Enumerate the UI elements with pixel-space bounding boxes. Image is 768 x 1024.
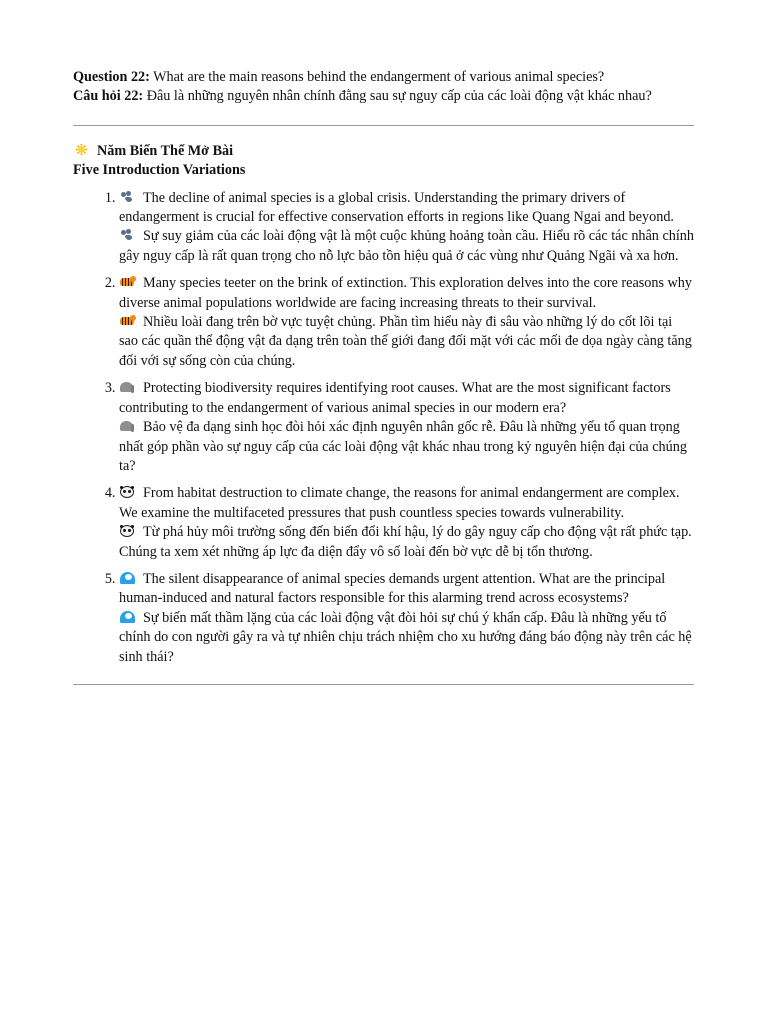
- question-english-text: What are the main reasons behind the endangerment of various animal species?: [149, 69, 605, 85]
- list-item: [119, 274, 694, 371]
- variation-1-english: [119, 189, 694, 228]
- panda-icon: [119, 524, 136, 538]
- variation-1-vietnamese-text: Sự suy giảm của các loài động vật là một cuộc khủng hoảng toàn cầu. Hiểu rõ các tác nhân chính gây nguy cấp là rất quan trọng cho nỗ lực bảo tồn hiệu quả ở các vùng như Quảng Ngãi và xa hơn.: [119, 228, 694, 264]
- question-english: [73, 68, 694, 87]
- paw-icon: [119, 190, 136, 204]
- tiger-icon: [119, 314, 136, 328]
- variation-5-english-text: The silent disappearance of animal species demands urgent attention. What are the principal human-induced and natural factors responsible for this alarming trend across ecosystems?: [119, 570, 666, 607]
- tiger-icon: [119, 275, 136, 289]
- variation-1-vietnamese: [119, 227, 694, 266]
- variation-1-english-text: The decline of animal species is a global crisis. Understanding the primary drivers of endangerment is crucial for effective conservation efforts in regions like Quang Ngai and beyond.: [119, 189, 674, 226]
- question-vietnamese: [73, 87, 694, 106]
- list-item: [119, 379, 694, 476]
- variation-2-english: [119, 274, 694, 313]
- list-item: [119, 570, 694, 667]
- variation-5-vietnamese-text: Sự biến mất thầm lặng của các loài động vật đòi hỏi sự chú ý khẩn cấp. Đâu là những yếu tố chính do con người gây ra và tự nhiên chịu trách nhiệm cho xu hướng đáng báo động này trên các hệ sinh thái?: [119, 609, 692, 665]
- variation-4-english: [119, 484, 694, 523]
- wave-icon: [119, 610, 136, 624]
- variation-5-english: [119, 570, 694, 609]
- variation-3-vietnamese: [119, 418, 694, 476]
- list-item: [119, 189, 694, 267]
- variation-4-english-text: From habitat destruction to climate change, the reasons for animal endangerment are complex. We examine the multifaceted pressures that push countless species towards vulnerability.: [119, 485, 680, 521]
- list-item: [119, 484, 694, 562]
- sun-icon: [73, 143, 90, 157]
- section-title-vietnamese: Năm Biến Thể Mở Bài: [97, 142, 234, 159]
- section-title-english: Five Introduction Variations: [73, 162, 246, 179]
- question-english-label: Question 22:: [73, 69, 150, 85]
- wave-icon: [119, 571, 136, 585]
- elephant-icon: [119, 380, 136, 394]
- divider-top: [73, 125, 694, 126]
- section-header: [73, 142, 694, 181]
- question-vietnamese-label: Câu hỏi 22:: [73, 88, 144, 105]
- section-title-vietnamese-row: [73, 142, 694, 161]
- paw-icon: [119, 228, 136, 242]
- variation-3-english: [119, 379, 694, 418]
- variation-3-vietnamese-text: Bảo vệ đa dạng sinh học đòi hỏi xác định nguyên nhân gốc rễ. Đâu là những yếu tố quan trọng nhất góp phần vào sự nguy cấp của các loài động vật khác nhau trong kỷ nguyên hiện đại của chúng ta?: [119, 419, 687, 474]
- variation-4-vietnamese: [119, 523, 694, 562]
- variation-4-vietnamese-text: Từ phá hủy môi trường sống đến biến đổi khí hậu, lý do gây nguy cấp cho động vật rất phức tạp. Chúng ta xem xét những áp lực đa diện đẩy vô số loài đến bờ vực dễ bị tổn thương.: [119, 524, 692, 560]
- variation-2-vietnamese: [119, 313, 694, 371]
- variation-2-english-text: Many species teeter on the brink of extinction. This exploration delves into the core reasons why diverse animal populations worldwide are facing increasing threats to their survival.: [119, 275, 692, 311]
- question-vietnamese-text: Đâu là những nguyên nhân chính đằng sau sự nguy cấp của các loài động vật khác nhau?: [143, 88, 652, 105]
- panda-icon: [119, 485, 136, 499]
- variation-2-vietnamese-text: Nhiều loài đang trên bờ vực tuyệt chủng. Phần tìm hiểu này đi sâu vào những lý do cốt lõi tại sao các quần thể động vật đa dạng trên toàn thế giới đang đối mặt với các mối đe dọa ngày càng tăng đối với sự sống còn của chúng.: [119, 314, 692, 369]
- variation-3-english-text: Protecting biodiversity requires identifying root causes. What are the most significant factors contributing to the endangerment of various animal species in our modern era?: [119, 380, 671, 416]
- divider-bottom: [73, 684, 694, 685]
- variation-5-vietnamese: [119, 609, 694, 667]
- variations-list: [73, 189, 694, 667]
- elephant-icon: [119, 419, 136, 433]
